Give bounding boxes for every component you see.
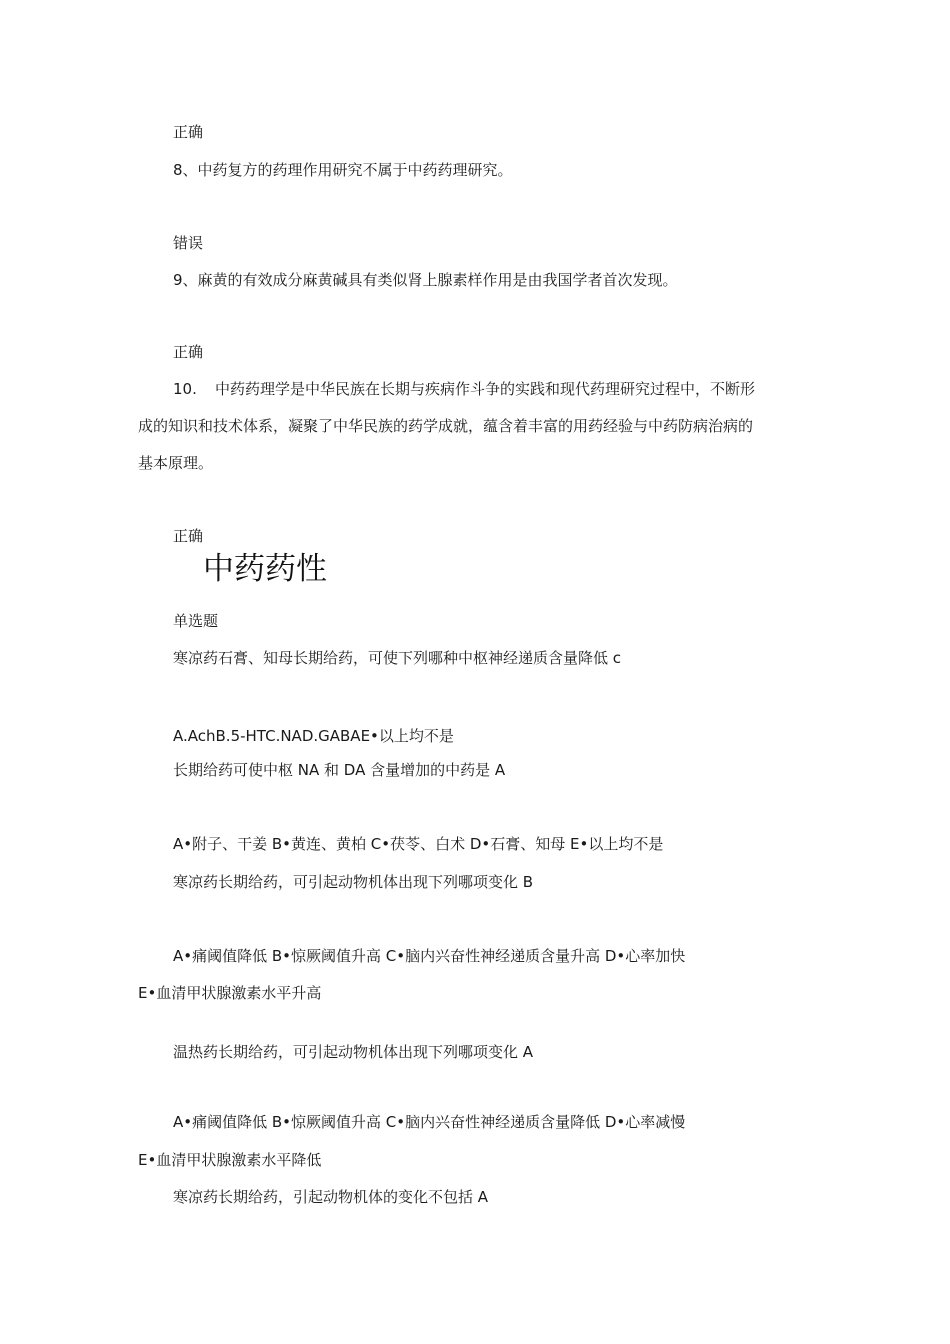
mc-question-2: 长期给药可使中枢 NA 和 DA 含量增加的中药是 A bbox=[173, 761, 506, 779]
answer-8: 错误 bbox=[173, 234, 204, 252]
mc-options-4-line-2: E•血清甲状腺激素水平降低 bbox=[138, 1151, 322, 1169]
mc-question-1: 寒凉药石膏、知母长期给药，可使下列哪种中枢神经递质含量降低 c bbox=[173, 649, 622, 667]
answer-7: 正确 bbox=[173, 123, 204, 141]
mc-question-5: 寒凉药长期给药，引起动物机体的变化不包括 A bbox=[173, 1188, 489, 1206]
mc-options-3-line-2: E•血清甲状腺激素水平升高 bbox=[138, 984, 322, 1002]
question-8: 8、中药复方的药理作用研究不属于中药药理研究。 bbox=[173, 161, 513, 179]
question-9: 9、麻黄的有效成分麻黄碱具有类似肾上腺素样作用是由我国学者首次发现。 bbox=[173, 271, 678, 289]
mc-options-4-line-1: A•痛阈值降低 B•惊厥阈值升高 C•脑内兴奋性神经递质含量降低 D•心率减慢 bbox=[173, 1113, 686, 1131]
answer-9: 正确 bbox=[173, 343, 204, 361]
mc-options-3-line-1: A•痛阈值降低 B•惊厥阈值升高 C•脑内兴奋性神经递质含量升高 D•心率加快 bbox=[173, 947, 686, 965]
question-10-number: 10. bbox=[173, 380, 197, 398]
mc-question-3: 寒凉药长期给药，可引起动物机体出现下列哪项变化 B bbox=[173, 873, 534, 891]
question-10-line-3: 基本原理。 bbox=[138, 454, 214, 472]
section-heading: 中药药性 bbox=[203, 551, 327, 587]
mc-options-1: A.AchB.5-HTC.NAD.GABAE•以上均不是 bbox=[173, 727, 454, 745]
question-type-label: 单选题 bbox=[173, 612, 219, 630]
answer-10: 正确 bbox=[173, 527, 204, 545]
question-10-line-1: 中药药理学是中华民族在长期与疾病作斗争的实践和现代药理研究过程中，不断形 bbox=[215, 380, 756, 398]
question-10-line-2: 成的知识和技术体系，凝聚了中华民族的药学成就，蕴含着丰富的用药经验与中药防病治病的 bbox=[138, 417, 754, 435]
mc-options-2: A•附子、干姜 B•黄连、黄柏 C•茯苓、白术 D•石膏、知母 E•以上均不是 bbox=[173, 835, 664, 853]
mc-question-4: 温热药长期给药，可引起动物机体出现下列哪项变化 A bbox=[173, 1043, 534, 1061]
